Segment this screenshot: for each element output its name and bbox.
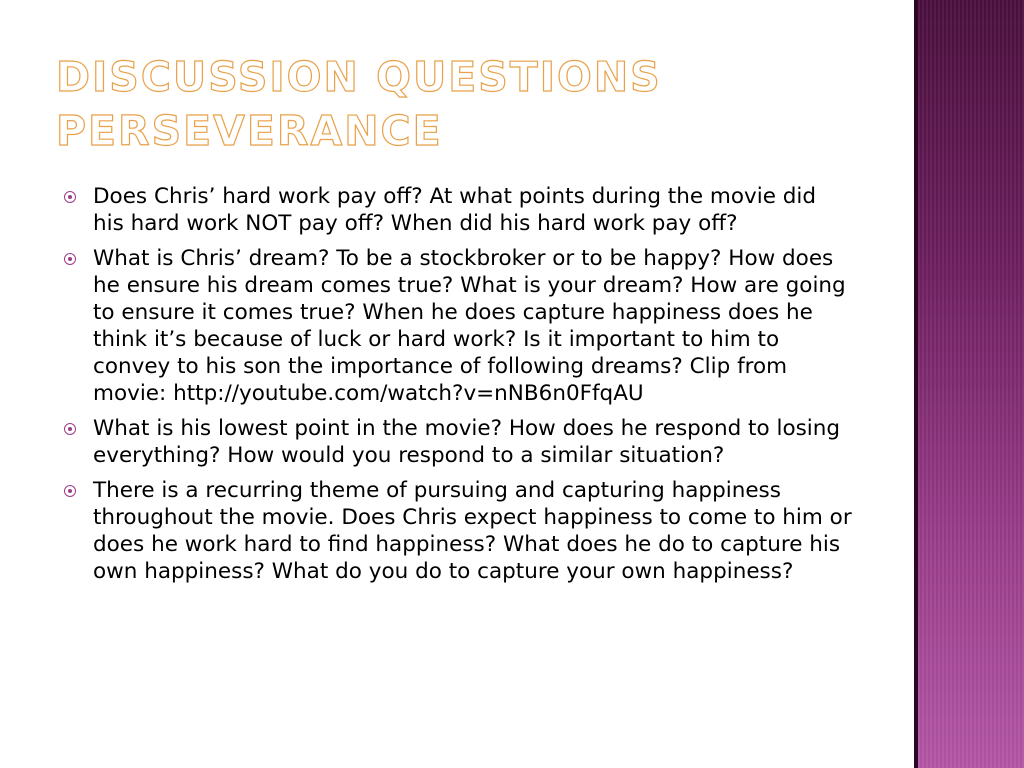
slide-title [56,50,876,158]
bullet-item [62,415,852,469]
circle-bullet-icon [64,253,76,265]
circle-bullet-icon [64,423,76,435]
bullet-text: What is his lowest point in the movie? How does he respond to losing everything? How would you respond to a similar situation? [93,416,841,468]
bullet-text: There is a recurring theme of pursuing and capturing happiness throughout the movie. Does Chris expect happiness to come to him or does he work hard to find happiness? What does he do to capture his own happiness? What do you do to capture your own happiness? [93,478,852,584]
circle-bullet-icon [64,485,76,497]
bullet-item [62,245,852,407]
title-line-1: DISCUSSION QUESTIONS [56,53,662,101]
circle-bullet-icon [64,191,76,203]
bullet-item [62,477,852,585]
bullet-item [62,183,852,237]
decorative-side-band [914,0,1024,768]
bullet-text: Does Chris’ hard work pay off? At what points during the movie did his hard work NOT pay off? When did his hard work pay off? [93,184,817,236]
bullet-text: What is Chris’ dream? To be a stockbroker or to be happy? How does he ensure his dream comes true? What is your dream? How are going to ensure it comes true? When he does capture happiness does he think it’s because of luck or hard work? Is it important to him to convey to his son the importance of following dreams? Clip from movie: http://youtube.com/watch?v=nNB6n0FfqAU [93,246,846,406]
title-line-2: PERSEVERANCE [56,107,443,156]
bullet-list [62,183,852,593]
